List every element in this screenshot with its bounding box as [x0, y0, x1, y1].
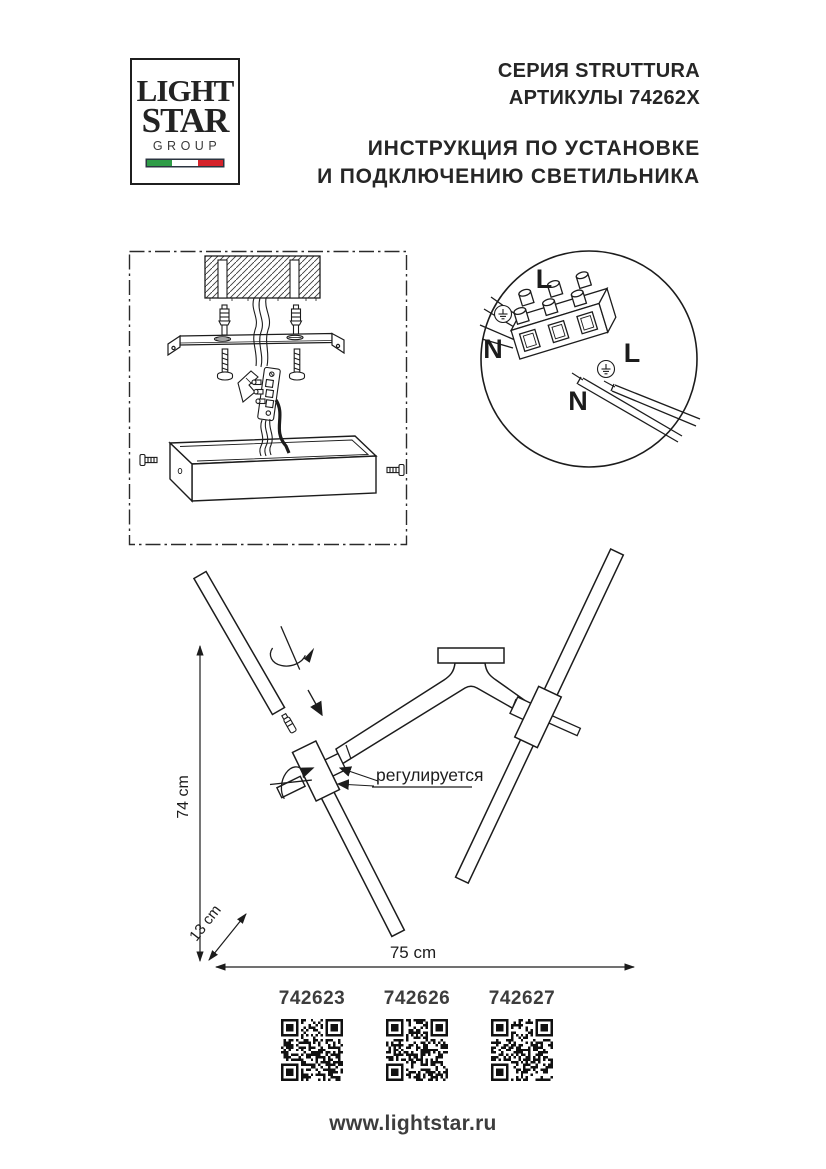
logo-word-group: GROUP	[152, 139, 222, 153]
terminal-connector	[238, 367, 281, 421]
website-url: www.lightstar.ru	[329, 1112, 497, 1135]
qr-code	[491, 1019, 553, 1081]
qr-code	[386, 1019, 448, 1081]
lightstar-logo	[130, 58, 240, 185]
ceiling-block	[205, 256, 320, 301]
label-neutral-left: N	[483, 334, 503, 364]
instruction-title-line2: И ПОДКЛЮЧЕНИЮ СВЕТИЛЬНИКА	[317, 165, 700, 188]
insert-arrow	[308, 690, 322, 715]
left-tube	[314, 777, 405, 937]
article-number: 742623	[278, 988, 346, 1009]
wall-anchor-icon	[219, 305, 302, 335]
detached-tube	[194, 572, 285, 715]
label-line-left: L	[535, 264, 553, 294]
article-item	[477, 988, 567, 1086]
rotation-arrow-top	[266, 621, 318, 674]
label-line-right: L	[623, 338, 641, 368]
article-item	[267, 988, 357, 1086]
adjustable-callout	[338, 765, 484, 787]
connector-screw	[281, 713, 297, 734]
canopy-box	[170, 436, 376, 501]
supply-wires	[253, 298, 270, 367]
wiring-detail-diagram	[477, 247, 703, 473]
article-number: 742626	[383, 988, 451, 1009]
document-titles	[317, 58, 700, 191]
instruction-title-line1: ИНСТРУКЦИЯ ПО УСТАНОВКЕ	[367, 137, 700, 160]
width-dimension: 75 cm	[389, 943, 437, 962]
adjustable-label: регулируется	[376, 765, 484, 785]
italian-flag-icon	[145, 158, 225, 168]
series-title: СЕРИЯ STRUTTURA	[497, 60, 700, 82]
article-number: 742627	[488, 988, 556, 1009]
installation-diagram	[128, 250, 408, 546]
label-neutral-right: N	[568, 386, 588, 416]
article-item	[372, 988, 462, 1086]
depth-dimension: 13 cm	[186, 901, 225, 945]
logo-word-star: STAR	[141, 101, 229, 140]
ceiling-mount	[336, 648, 527, 764]
articles-title: АРТИКУЛЫ 74262X	[508, 87, 700, 109]
logo-word-light: LIGHT	[136, 73, 234, 108]
qr-code	[281, 1019, 343, 1081]
height-dimension: 74 cm	[175, 775, 192, 819]
fixture-dimension-diagram	[150, 545, 670, 985]
article-list	[0, 988, 826, 1108]
